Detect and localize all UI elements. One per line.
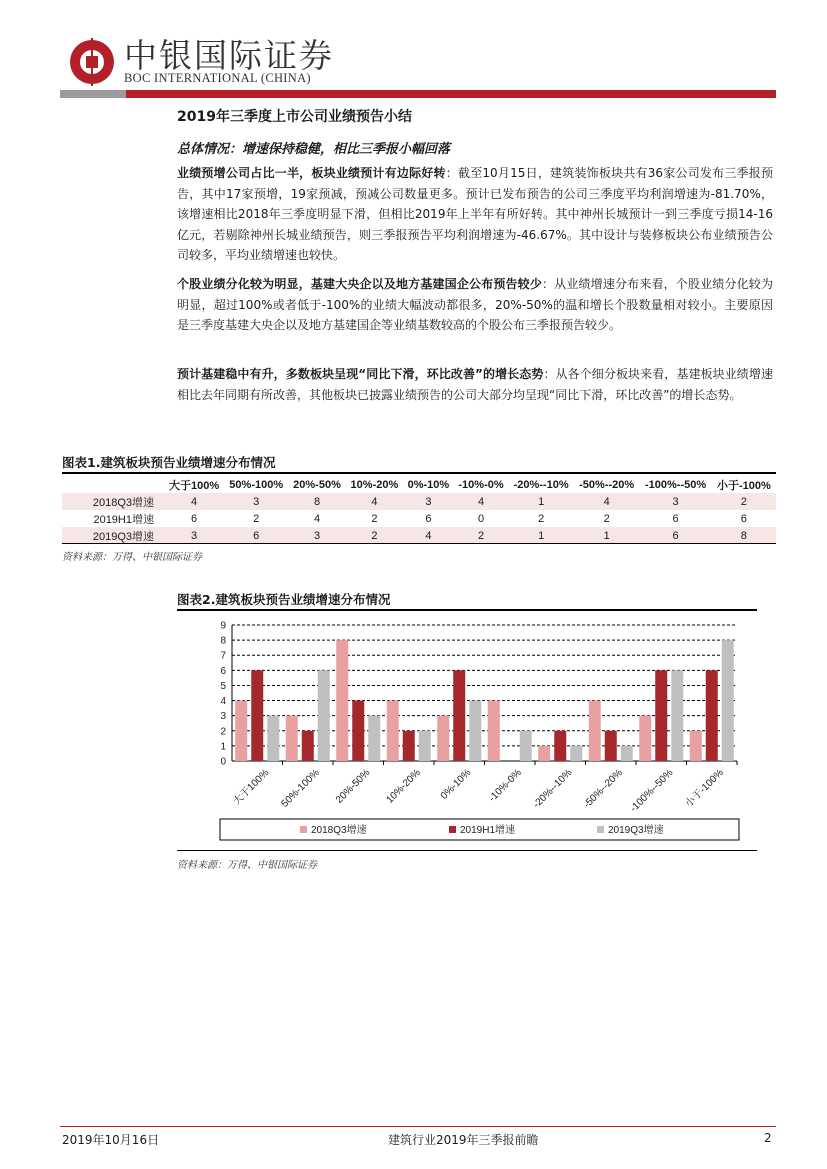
table-header: 小于-100% — [716, 479, 771, 492]
bar-2019Q3增速 — [368, 716, 380, 761]
table-cell: 8 — [712, 527, 776, 544]
bar-2018Q3增速 — [690, 731, 702, 761]
x-tick-label: 大于100% — [231, 767, 272, 808]
x-tick-label: 10%-20% — [384, 767, 423, 806]
growth-distribution-table — [62, 476, 776, 544]
table-cell: 6 — [672, 512, 679, 525]
y-tick-label: 0 — [220, 756, 226, 768]
table-cell: 1 — [508, 493, 574, 510]
y-tick-label: 7 — [220, 650, 226, 662]
bar-2019H1增速 — [302, 731, 314, 761]
legend-label: 2019Q3增速 — [608, 825, 664, 836]
table-cell: 3 — [164, 527, 224, 544]
x-tick-label: 20%-50% — [333, 767, 373, 806]
footer-title: 建筑行业2019年三季报前瞻 — [388, 1133, 539, 1147]
chart-heading: 图表2.建筑板块预告业绩增速分布情况 — [177, 592, 391, 607]
bar-chart — [177, 612, 757, 848]
paragraph-2 — [177, 274, 773, 336]
bar-2019H1增速 — [403, 731, 415, 761]
table-cell: 2 — [253, 512, 260, 525]
table-cell: 6 — [425, 512, 432, 525]
paragraph-3-body: ：从各个细分板块来看，基建板块业绩增速相比去年同期有所改善，其他板块已披露业绩预告的公司大部分均呈现“同比下滑，环比改善”的增长态势。 — [177, 367, 773, 402]
paragraph-3-lead: 预计基建稳中有升，多数板块呈现“同比下滑，环比改善”的增长态势 — [177, 367, 544, 381]
table-cell: 4 — [346, 493, 403, 510]
y-tick-label: 8 — [220, 635, 226, 647]
table-row — [62, 510, 776, 527]
x-tick-label: 0%-10% — [438, 767, 474, 802]
table-header: 10%-20% — [350, 478, 399, 491]
table-corner — [62, 476, 164, 493]
section-title: 2019年三季度上市公司业绩预告小结 — [177, 109, 412, 125]
bar-2018Q3增速 — [387, 701, 399, 761]
y-tick-label: 9 — [220, 620, 226, 632]
y-tick-label: 2 — [220, 726, 226, 738]
bar-2019Q3增速 — [570, 746, 582, 761]
bar-2019Q3增速 — [419, 731, 431, 761]
bar-2019Q3增速 — [621, 746, 633, 761]
table-row — [62, 493, 776, 510]
y-tick-label: 4 — [220, 696, 226, 708]
row-label: 2019Q3增速 — [62, 527, 164, 544]
legend-label: 2019H1增速 — [460, 825, 516, 836]
table-header: 50%-100% — [229, 478, 284, 491]
table-cell: 6 — [190, 512, 198, 525]
table-cell: 4 — [164, 493, 224, 510]
legend-label: 2018Q3增速 — [311, 825, 367, 836]
header-bar-gray — [60, 90, 126, 98]
paragraph-3 — [177, 364, 773, 405]
chart-rule-top — [177, 609, 757, 611]
legend-swatch — [597, 826, 604, 833]
bar-2019Q3增速 — [520, 731, 532, 761]
legend-swatch — [449, 826, 456, 833]
table-header: 0%-10% — [407, 478, 450, 491]
table-cell: 2 — [346, 527, 403, 544]
x-tick-label: -20%--10% — [531, 767, 575, 811]
header-bar-red — [126, 90, 776, 98]
table-cell: 6 — [639, 527, 711, 544]
bar-2018Q3增速 — [488, 701, 500, 761]
bar-2019H1增速 — [655, 670, 667, 761]
table-rule-bottom — [62, 543, 776, 544]
bar-2019H1增速 — [706, 670, 718, 761]
table-title: 图表1.建筑板块预告业绩增速分布情况 — [62, 455, 276, 470]
table-cell: 1 — [508, 527, 574, 544]
table-cell: 4 — [574, 493, 640, 510]
table-header: 大于100% — [168, 479, 220, 492]
table-header: -50%--20% — [579, 478, 635, 491]
row-label: 2019H1增速 — [93, 513, 154, 526]
table-cell: 2 — [603, 512, 610, 525]
y-tick-label: 5 — [220, 680, 226, 692]
paragraph-1-body: ：截至10月15日，建筑装饰板块共有36家公司发布三季报预告，其中17家预增，19家预减，预减公司数量更多。预计已发布预告的公司三季度平均利润增速为-81.70%，该增速相比2018年三季度明显下滑，但相比2019年上半年有所好转。其中神州长城预计一到三季度亏损14-16亿元，若剔除神州长城业绩预告，则三季报预告平均利润增速为-46.67%。其中设计与装修板块公布业绩预告公司较多，平均业绩增速也较快。 — [177, 166, 773, 263]
x-tick-label: -50%--20% — [581, 767, 625, 811]
table-cell: 3 — [639, 493, 711, 510]
table-header: -100%--50% — [645, 478, 707, 491]
table-cell: 4 — [313, 512, 321, 525]
bar-2018Q3增速 — [538, 746, 550, 761]
table-cell: 8 — [288, 493, 345, 510]
y-tick-label: 1 — [220, 741, 226, 753]
bar-2019Q3增速 — [267, 716, 279, 761]
table-source: 资料来源：万得、中银国际证券 — [62, 552, 202, 563]
y-tick-label: 3 — [220, 711, 226, 723]
table-cell: 4 — [403, 527, 454, 544]
table-cell: 2 — [454, 527, 509, 544]
bar-2019H1增速 — [605, 731, 617, 761]
paragraph-1-lead: 业绩预增公司占比一半，板块业绩预计有边际好转 — [177, 166, 446, 180]
x-tick-label: 50%-100% — [279, 767, 322, 810]
x-tick-label: 小于-100% — [683, 767, 726, 810]
table-cell: 2 — [371, 512, 378, 525]
table-cell: 6 — [224, 527, 288, 544]
table-header: 20%-50% — [293, 478, 341, 491]
table-rule-top — [62, 472, 776, 474]
brand-name-en: BOC INTERNATIONAL (CHINA) — [124, 71, 311, 85]
footer-rule — [60, 1126, 776, 1127]
bar-2019Q3增速 — [722, 640, 734, 761]
row-label: 2018Q3增速 — [62, 493, 164, 510]
bar-2018Q3增速 — [639, 716, 651, 761]
table-cell: 6 — [740, 512, 747, 525]
bar-2019Q3增速 — [469, 701, 481, 761]
chart-rule-bottom — [177, 850, 757, 851]
bar-2019H1增速 — [352, 701, 364, 761]
bar-2019H1增速 — [251, 670, 263, 761]
logo-square — [86, 56, 98, 68]
bar-2019Q3增速 — [318, 670, 330, 761]
bar-2018Q3增速 — [235, 701, 247, 761]
bar-2018Q3增速 — [589, 701, 601, 761]
table-cell: 0 — [477, 512, 485, 525]
table-cell: 4 — [454, 493, 509, 510]
table-header: -10%-0% — [458, 478, 504, 491]
table-cell: 2 — [538, 512, 545, 525]
paragraph-1 — [177, 163, 773, 266]
x-tick-label: -10%-0% — [487, 767, 524, 805]
table-cell: 2 — [712, 493, 776, 510]
bar-2018Q3增速 — [286, 716, 298, 761]
table-header-row — [62, 476, 776, 493]
table-cell: 3 — [403, 493, 454, 510]
footer-date: 2019年10月16日 — [62, 1133, 160, 1147]
table-cell: 3 — [288, 527, 345, 544]
paragraph-2-body: ：从业绩增速分布来看，个股业绩分化较为明显，超过100%或者低于-100%的业绩大幅波动都很多，20%-50%的温和增长个股数量相对较小。主要原因是三季度基建大央企以及地方基建国企等业绩基数较高的个股公布三季报预告较少。 — [177, 277, 773, 333]
bar-2018Q3增速 — [336, 640, 348, 761]
page-number: 2 — [764, 1131, 772, 1145]
table-cell: 1 — [574, 527, 640, 544]
brand-name-cn: 中银国际证券 — [124, 36, 334, 75]
bar-2019H1增速 — [453, 670, 465, 761]
chart-source: 资料来源：万得、中银国际证券 — [177, 860, 317, 871]
legend-swatch — [300, 826, 307, 833]
bar-2019H1增速 — [554, 731, 566, 761]
y-tick-label: 6 — [220, 665, 226, 677]
bar-2018Q3增速 — [437, 716, 449, 761]
bar-2019Q3增速 — [671, 670, 683, 761]
paragraph-2-lead: 个股业绩分化较为明显，基建大央企以及地方基建国企公布预告较少 — [177, 277, 542, 291]
overall-summary: 总体情况：增速保持稳健，相比三季报小幅回落 — [177, 142, 451, 157]
table-cell: 3 — [224, 493, 288, 510]
table-row — [62, 527, 776, 544]
table-header: -20%--10% — [513, 478, 569, 491]
x-tick-label: -100%--50% — [628, 767, 676, 815]
